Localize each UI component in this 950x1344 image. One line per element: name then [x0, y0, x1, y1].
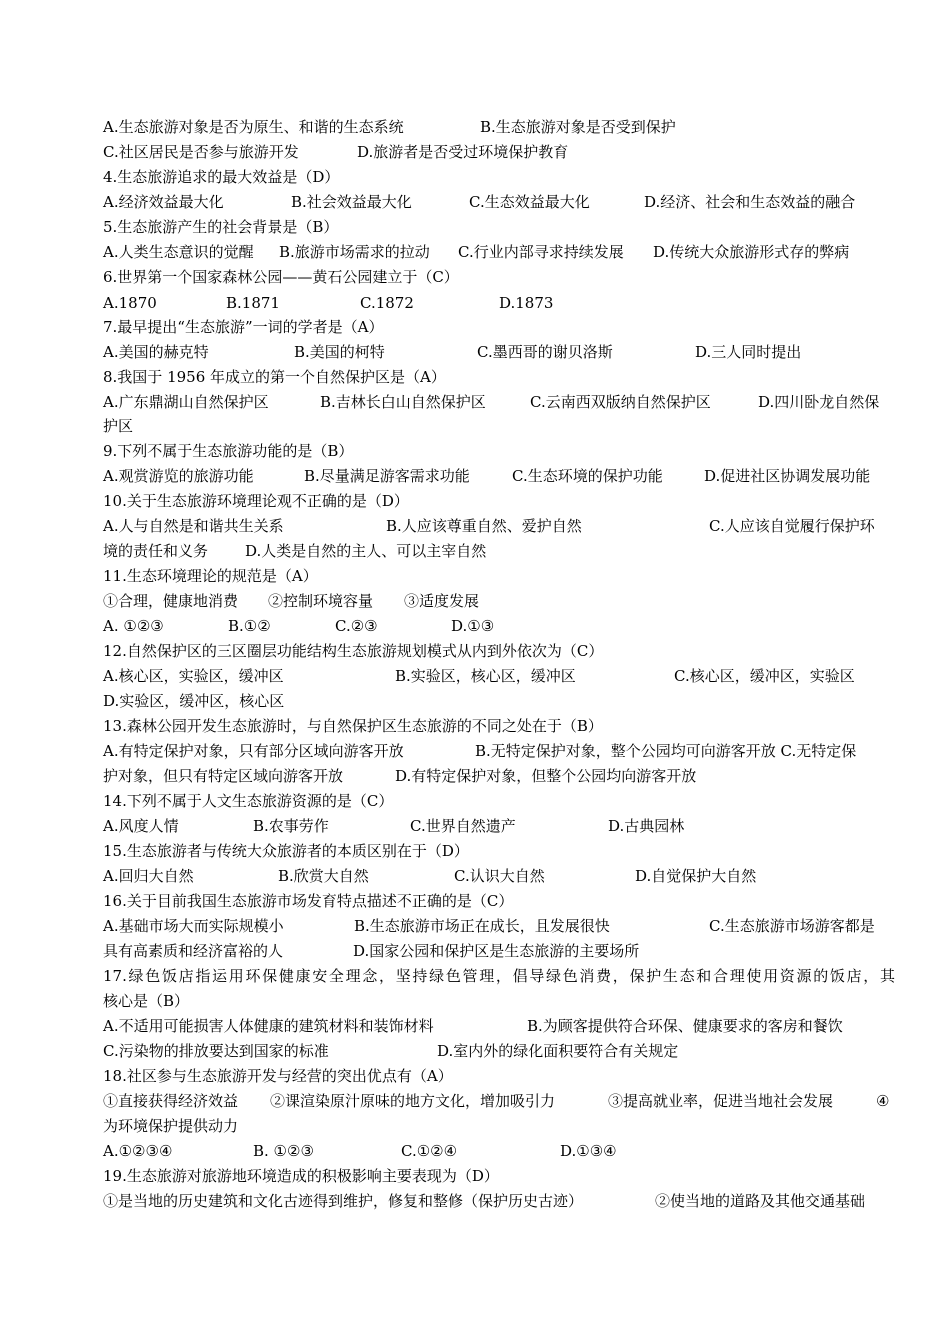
text-segment: D.①③ [451, 617, 495, 635]
text-segment: B.1871 [226, 294, 280, 312]
text-segment: 5.生态旅游产生的社会背景是（B） [103, 218, 339, 236]
text-segment: ④ [876, 1092, 890, 1110]
text-segment: 境的责任和义务 [103, 542, 209, 560]
text-segment: B. ①②③ [253, 1142, 314, 1160]
text-segment: ②课渲染原汁原味的地方文化，增加吸引力 [270, 1092, 556, 1110]
text-segment: 护对象，但只有特定区域向游客开放 [103, 767, 344, 785]
text-segment: A.生态旅游对象是否为原生、和谐的生态系统 [103, 118, 404, 136]
text-segment: A.不适用可能损害人体健康的建筑材料和装饰材料 [103, 1017, 434, 1035]
text-segment: C.人应该自觉履行保护环 [709, 517, 875, 535]
text-segment: D.传统大众旅游形式存的弊病 [653, 243, 850, 261]
text-segment: ②使当地的道路及其他交通基础 [655, 1192, 866, 1210]
text-segment: 核心是（B） [103, 992, 190, 1010]
text-segment: A.①②③④ [103, 1142, 173, 1160]
text-segment: B.美国的柯特 [294, 343, 385, 361]
text-segment: C.墨西哥的谢贝洛斯 [477, 343, 613, 361]
text-segment: B.生态旅游市场正在成长，且发展很快 [354, 917, 610, 935]
text-segment: 12.自然保护区的三区圈层功能结构生态旅游规划模式从内到外依次为（C） [103, 642, 604, 660]
text-segment: C.②③ [335, 617, 378, 635]
text-segment: D.旅游者是否受过环境保护教育 [357, 143, 569, 161]
text-segment: D.四川卧龙自然保 [758, 393, 880, 411]
text-segment: ①合理，健康地消费 [103, 592, 239, 610]
text-segment: A.核心区，实验区，缓冲区 [103, 667, 284, 685]
text-segment: C.污染物的排放要达到国家的标准 [103, 1042, 329, 1060]
text-segment: A.观赏游览的旅游功能 [103, 467, 254, 485]
text-segment: B.社会效益最大化 [291, 193, 412, 211]
text-segment: ③适度发展 [404, 592, 480, 610]
text-segment: D.经济、社会和生态效益的融合 [644, 193, 856, 211]
text-segment: A.人类生态意识的觉醒 [103, 243, 254, 261]
text-segment: A.基础市场大而实际规模小 [103, 917, 284, 935]
text-segment: ②控制环境容量 [268, 592, 374, 610]
text-segment: 4.生态旅游追求的最大效益是（D） [103, 168, 340, 186]
text-segment: 18.社区参与生态旅游开发与经营的突出优点有（A） [103, 1067, 453, 1085]
text-segment: B.无特定保护对象，整个公园均可向游客开放 C.无特定保 [475, 742, 857, 760]
text-segment: A.风度人情 [103, 817, 179, 835]
text-segment: B.农事劳作 [253, 817, 329, 835]
text-segment: D.三人同时提出 [695, 343, 802, 361]
text-segment: 19.生态旅游对旅游地环境造成的积极影响主要表现为（D） [103, 1167, 499, 1185]
text-segment: D.人类是自然的主人、可以主宰自然 [245, 542, 487, 560]
text-segment: B.尽量满足游客需求功能 [304, 467, 470, 485]
text-segment: 6.世界第一个国家森林公园——黄石公园建立于（C） [103, 268, 459, 286]
text-segment: 14.下列不属于人文生态旅游资源的是（C） [103, 792, 394, 810]
text-segment: B.生态旅游对象是否受到保护 [480, 118, 676, 136]
text-segment: C.行业内部寻求持续发展 [458, 243, 624, 261]
text-segment: A.有特定保护对象，只有部分区域向游客开放 [103, 742, 404, 760]
text-segment: A.经济效益最大化 [103, 193, 224, 211]
text-segment: 11.生态环境理论的规范是（A） [103, 567, 318, 585]
text-segment: 8.我国于 1956 年成立的第一个自然保护区是（A） [103, 368, 446, 386]
text-segment: C.认识大自然 [454, 867, 545, 885]
text-segment: C.生态效益最大化 [469, 193, 590, 211]
text-segment: B.欣赏大自然 [278, 867, 369, 885]
text-segment: 9.下列不属于生态旅游功能的是（B） [103, 442, 354, 460]
text-segment: ①是当地的历史建筑和文化古迹得到维护，修复和整修（保护历史古迹） [103, 1192, 584, 1210]
text-segment: ③提高就业率，促进当地社会发展 [608, 1092, 834, 1110]
text-segment: A.广东鼎湖山自然保护区 [103, 393, 269, 411]
text-segment: D.室内外的绿化面积要符合有关规定 [437, 1042, 679, 1060]
text-segment: B.实验区，核心区，缓冲区 [395, 667, 576, 685]
text-segment: A.回归大自然 [103, 867, 194, 885]
text-segment: C.生态环境的保护功能 [512, 467, 663, 485]
text-segment: 护区 [103, 417, 134, 435]
text-segment: ①直接获得经济效益 [103, 1092, 239, 1110]
text-segment: D.古典园林 [608, 817, 685, 835]
text-segment: 13.森林公园开发生态旅游时，与自然保护区生态旅游的不同之处在于（B） [103, 717, 603, 735]
text-segment: 16.关于目前我国生态旅游市场发育特点描述不正确的是（C） [103, 892, 514, 910]
text-segment: 具有高素质和经济富裕的人 [103, 942, 284, 960]
text-segment: C.云南西双版纳自然保护区 [530, 393, 711, 411]
text-segment: C.①②④ [401, 1142, 458, 1160]
text-segment: D.①③④ [560, 1142, 617, 1160]
text-segment: 7.最早提出“生态旅游”一词的学者是（A） [103, 318, 384, 336]
text-line: 17.绿色饭店指运用环保健康安全理念，坚持绿色管理，倡导绿色消费，保护生态和合理使用资源的饭店，其 [103, 967, 895, 985]
text-segment: A.美国的赫克特 [103, 343, 209, 361]
text-segment: D.1873 [499, 294, 554, 312]
text-segment: D.自觉保护大自然 [635, 867, 757, 885]
text-segment: D.促进社区协调发展功能 [704, 467, 871, 485]
text-segment: 为环境保护提供动力 [103, 1117, 239, 1135]
text-segment: B.①② [228, 617, 271, 635]
text-segment: C.1872 [360, 294, 414, 312]
text-segment: D.有特定保护对象，但整个公园均向游客开放 [395, 767, 697, 785]
text-segment: 15.生态旅游者与传统大众旅游者的本质区别在于（D） [103, 842, 469, 860]
text-segment: B.人应该尊重自然、爱护自然 [386, 517, 582, 535]
text-segment: A. ①②③ [103, 617, 164, 635]
text-segment: C.生态旅游市场游客都是 [709, 917, 875, 935]
text-segment: D.实验区，缓冲区，核心区 [103, 692, 285, 710]
text-segment: D.国家公园和保护区是生态旅游的主要场所 [353, 942, 640, 960]
text-segment: 10.关于生态旅游环境理论观不正确的是（D） [103, 492, 409, 510]
text-segment: C.核心区，缓冲区，实验区 [674, 667, 855, 685]
text-segment: B.旅游市场需求的拉动 [279, 243, 430, 261]
text-segment: C.世界自然遗产 [410, 817, 516, 835]
text-segment: B.为顾客提供符合环保、健康要求的客房和餐饮 [527, 1017, 843, 1035]
text-segment: C.社区居民是否参与旅游开发 [103, 143, 299, 161]
text-segment: A.人与自然是和谐共生关系 [103, 517, 284, 535]
text-segment: A.1870 [103, 294, 157, 312]
text-segment: B.吉林长白山自然保护区 [320, 393, 486, 411]
